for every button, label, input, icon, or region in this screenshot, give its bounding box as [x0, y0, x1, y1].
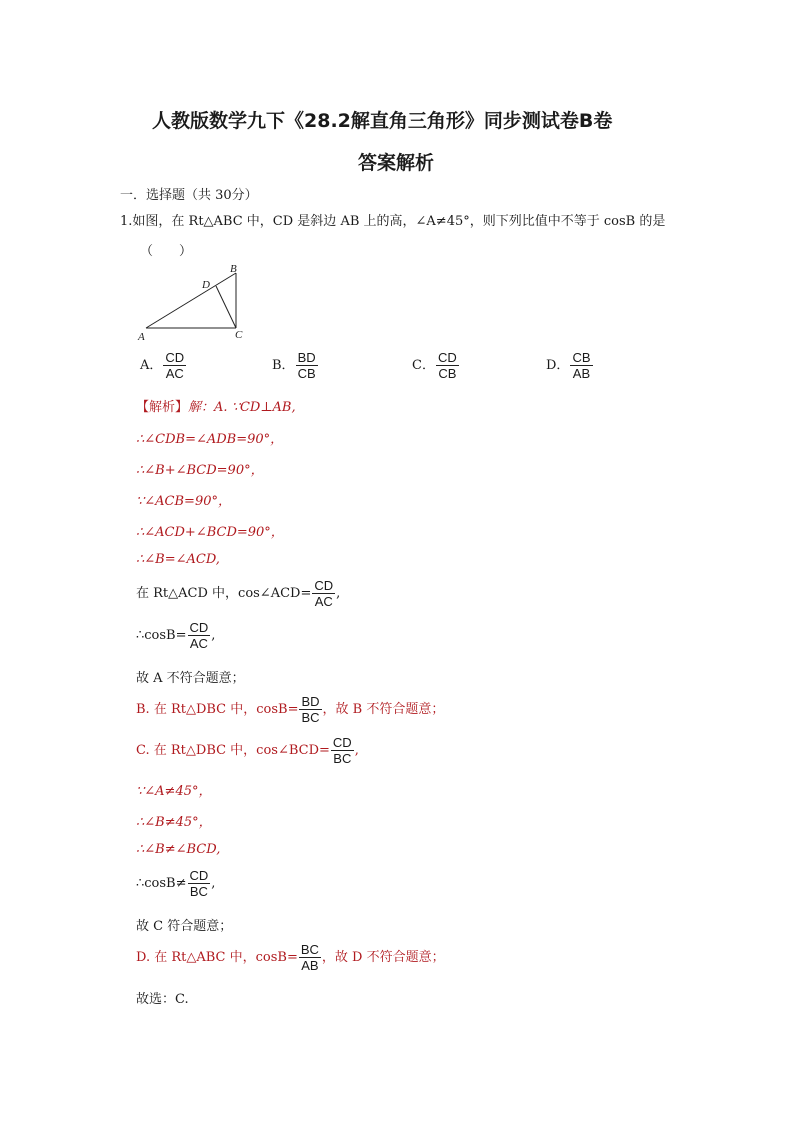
solution-line-11-numerator: CD	[332, 735, 352, 750]
solution-line-17-denominator: AB	[301, 958, 319, 973]
solution-line-18: 故选：C.	[136, 992, 189, 1007]
solution-line-8-numerator: CD	[189, 620, 209, 635]
solution-line-1	[136, 396, 296, 415]
option-a-fraction	[163, 350, 186, 381]
option-c	[412, 350, 460, 381]
solution-line-7-numerator: CD	[314, 578, 334, 593]
solution-line-11-fraction	[331, 735, 354, 766]
option-d	[546, 350, 594, 381]
option-b-numerator: BD	[297, 350, 316, 365]
solution-line-11-denominator: BC	[333, 751, 352, 766]
solution-line-16: 故 C 符合题意；	[136, 919, 233, 934]
option-b-label: B．	[272, 358, 295, 373]
option-d-denominator: AB	[572, 366, 591, 381]
question-paren: （ ）	[140, 244, 193, 259]
solution-line-15-denominator: BC	[189, 884, 208, 899]
solution-line-2: ∴∠CDB=∠ADB=90°，	[136, 432, 284, 447]
solution-line-8	[136, 620, 215, 651]
question-stem: 1.如图，在 Rt△ABC 中，CD 是斜边 AB 上的高，∠A≠45°，则下列比值中不等于 cosB 的是	[120, 214, 666, 229]
document-subtitle: 答案解析	[358, 152, 435, 174]
solution-line-17-suffix: ，故 D 不符合题意；	[321, 950, 445, 965]
solution-line-1-text: 解：A. ∵CD⊥AB,	[188, 400, 296, 415]
solution-line-17-numerator: BC	[300, 942, 319, 957]
solution-line-10-denominator: BC	[301, 710, 320, 725]
solution-line-3: ∴∠B+∠BCD=90°，	[136, 463, 264, 478]
solution-line-17	[136, 942, 445, 973]
label-c: C	[235, 329, 243, 341]
solution-line-7	[136, 578, 340, 609]
solution-line-17-prefix: D. 在 Rt△ABC 中，cosB=	[136, 950, 298, 965]
option-a-numerator: CD	[165, 350, 185, 365]
solution-line-12: ∵∠A≠45°，	[136, 784, 212, 799]
option-a-label: A．	[140, 358, 163, 373]
solution-line-9: 故 A 不符合题意；	[136, 671, 245, 686]
solution-line-15-prefix: ∴cosB≠	[136, 876, 187, 891]
option-b	[272, 350, 319, 381]
option-b-fraction	[296, 350, 318, 381]
solution-line-8-fraction	[188, 620, 211, 651]
option-c-label: C．	[412, 358, 435, 373]
solution-line-11	[136, 735, 359, 766]
option-c-denominator: CB	[438, 366, 457, 381]
solution-line-15-suffix: ,	[211, 876, 216, 891]
solution-line-10-numerator: BD	[301, 694, 320, 709]
solution-line-6: ∴∠B=∠ACD,	[136, 552, 220, 567]
label-d: D	[202, 279, 210, 291]
solution-line-7-suffix: ,	[336, 586, 341, 601]
solution-line-5: ∴∠ACD+∠BCD=90°，	[136, 525, 284, 540]
section-heading: 一．选择题（共 30分）	[120, 188, 258, 203]
option-d-fraction	[570, 350, 592, 381]
solution-line-17-fraction	[299, 942, 321, 973]
solution-line-15-numerator: CD	[189, 868, 209, 883]
option-d-numerator: CB	[572, 350, 591, 365]
option-b-denominator: CB	[297, 366, 316, 381]
solution-line-8-suffix: ,	[211, 628, 216, 643]
option-a	[140, 350, 187, 381]
solution-line-15	[136, 868, 215, 899]
document-title: 人教版数学九下《28.2解直角三角形》同步测试卷B卷	[152, 110, 613, 132]
solution-line-10	[136, 694, 444, 725]
analysis-tag: 【解析】	[136, 400, 189, 415]
option-c-fraction	[436, 350, 459, 381]
altitude-cd	[216, 286, 236, 328]
solution-line-7-prefix: 在 Rt△ACD 中，cos∠ACD=	[136, 586, 312, 601]
option-d-label: D．	[546, 358, 570, 373]
solution-line-11-suffix: ,	[354, 743, 359, 758]
solution-line-10-fraction	[299, 694, 321, 725]
solution-line-14: ∴∠B≠∠BCD,	[136, 842, 221, 857]
triangle-figure	[130, 260, 260, 345]
label-a: A	[138, 331, 145, 343]
solution-line-15-fraction	[188, 868, 211, 899]
solution-line-8-prefix: ∴cosB=	[136, 628, 187, 643]
option-a-denominator: AC	[165, 366, 184, 381]
label-b: B	[230, 263, 237, 275]
option-c-numerator: CD	[437, 350, 457, 365]
solution-line-8-denominator: AC	[189, 636, 208, 651]
solution-line-7-denominator: AC	[314, 594, 333, 609]
solution-line-7-fraction	[312, 578, 335, 609]
solution-line-13: ∴∠B≠45°，	[136, 815, 212, 830]
solution-line-10-suffix: ，故 B 不符合题意；	[322, 702, 445, 717]
solution-line-11-prefix: C. 在 Rt△DBC 中，cos∠BCD=	[136, 743, 330, 758]
solution-line-10-prefix: B. 在 Rt△DBC 中，cosB=	[136, 702, 299, 717]
solution-line-4: ∵∠ACB=90°，	[136, 494, 231, 509]
